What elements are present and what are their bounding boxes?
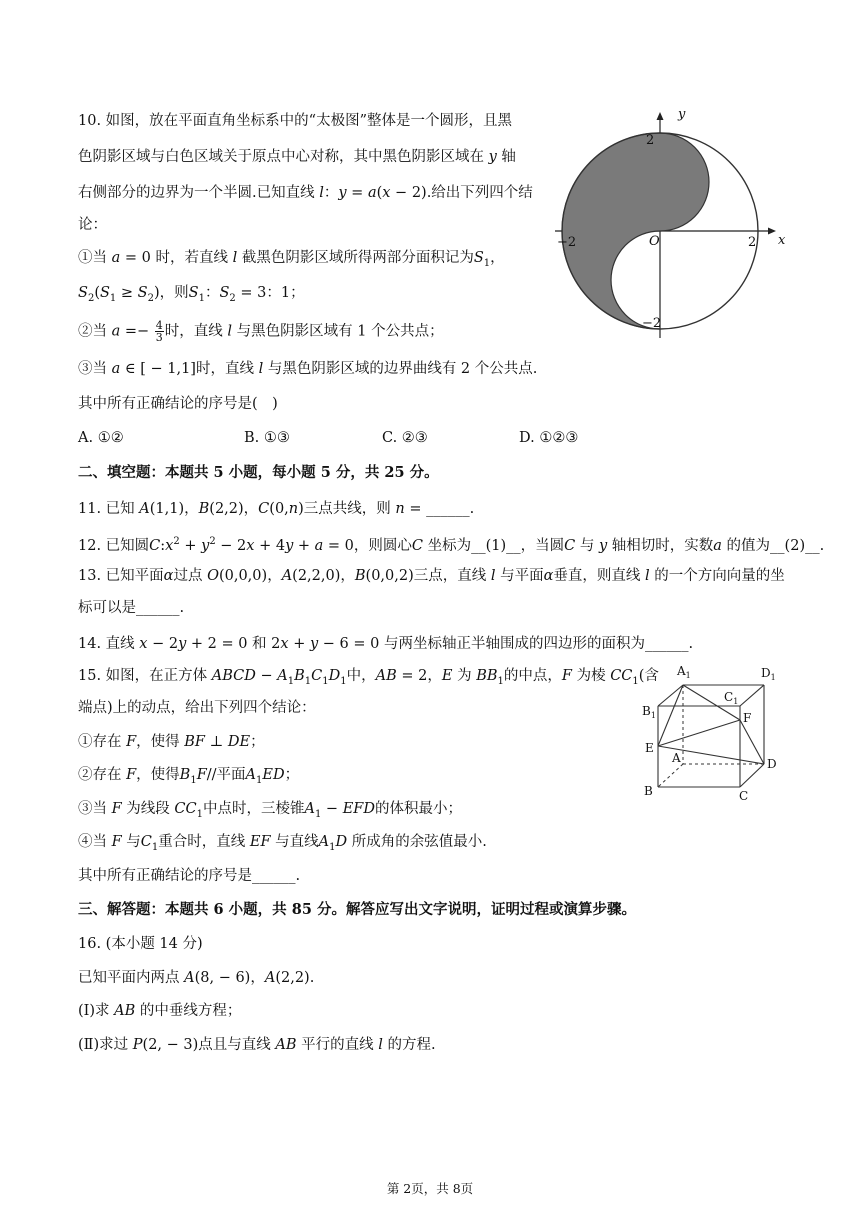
q10-option-d: D. ①②③ — [519, 430, 579, 446]
tick-neg2-y: −2 — [642, 316, 662, 331]
origin-label: O — [649, 234, 660, 249]
label-C: C — [739, 789, 749, 802]
q15-statement4: ④当 F 与$C_1$重合时，直线 EF 与直线$A_1D$ 所成角的余弦值最小. — [78, 834, 487, 853]
q10-option-b: B. ①③ — [244, 430, 290, 446]
svg-text:A1: $A_1$ — [677, 664, 691, 680]
q10-ask: 其中所有正确结论的序号是( ) — [78, 396, 278, 412]
tick-neg2-x: −2 — [557, 235, 577, 250]
x-axis-label: x — [778, 233, 786, 248]
q10-option-a: A. ①② — [78, 430, 124, 446]
q10-statement2: ②当 a =− $\frac{4}{3}$ 时，直线 l 与黑色阴影区域有 1 个公共点； — [78, 319, 444, 344]
q15-line1: 15. 如图，在正方体 ABCD − $A_1B_1C_1D_1$中，AB = 2，E 为 $BB_1$的中点，F 为棱 $CC_1$(含 — [78, 668, 659, 687]
q10-line1: 10. 如图，放在平面直角坐标系中的“太极图”整体是一个圆形，且黑 — [78, 113, 512, 129]
q10-option-c: C. ②③ — [382, 430, 428, 446]
q16-line1: 已知平面内两点 A(8, − 6)，A(2,2). — [78, 970, 315, 986]
q13-line1: 13. 已知平面α过点 O(0,0,0)，A(2,2,0)，B(0,0,2)三点，直线 l 与平面α垂直，则直线 l 的一个方向向量的坐 — [78, 568, 785, 584]
cube-figure — [636, 658, 786, 802]
y-axis-label: y — [678, 108, 686, 122]
q10-line2: 色阴影区域与白色区域关于原点中心对称，其中黑色阴影区域在 y 轴 — [78, 149, 516, 165]
q10-line4: 论： — [78, 217, 107, 233]
q11: 11. 已知 A(1,1)，B(2,2)，C(0,n)三点共线，则 n = ______. — [78, 501, 475, 517]
q10-statement3: ③当 a ∈ [ − 1,1]时，直线 l 与黑色阴影区域的边界曲线有 2 个公共点. — [78, 361, 538, 377]
svg-text:B1: $B_1$ — [642, 704, 656, 720]
q15-statement1: ①存在 F，使得 BF ⊥ DE； — [78, 734, 265, 750]
label-D: D — [767, 757, 777, 771]
section2-heading: 二、填空题：本题共 5 小题，每小题 5 分，共 25 分。 — [78, 464, 439, 481]
q10-statement1: ①当 a = 0 时，若直线 l 截黑色阴影区域所得两部分面积记为$S_1$， — [78, 250, 505, 269]
label-B: B — [644, 784, 653, 798]
svg-text:C1: $C_1$ — [724, 690, 739, 706]
tick-2-x: 2 — [748, 235, 757, 250]
q16-part1: (Ⅰ)求 AB 的中垂线方程； — [78, 1003, 242, 1019]
label-E: E — [645, 741, 654, 755]
q13-line2: 标可以是______. — [78, 600, 185, 616]
svg-text:D1: $D_1$ — [761, 666, 776, 682]
q16-part2: (Ⅱ)求过 P(2, − 3)点且与直线 AB 平行的直线 l 的方程. — [78, 1037, 436, 1053]
taiji-figure — [550, 108, 790, 340]
q10-statement1-cont: $S_2(S_1 \ge S_2)$，则$S_1$：$S_2 = 3$：1； — [78, 285, 305, 304]
q12: 12. 已知圆$C:x^2 + y^2 - 2x + 4y + a = 0$，则圆心C 坐标为__(1)__，当圆C 与 y 轴相切时，实数a 的值为__(2)__. — [78, 536, 825, 554]
page-number: 第 2页，共 8页 — [386, 1181, 474, 1196]
q15-statement2: ②存在 F，使得$B_1F//$平面$A_1ED$； — [78, 767, 300, 786]
label-A: A — [672, 751, 681, 765]
q15-ask: 其中所有正确结论的序号是______. — [78, 868, 301, 884]
q15-statement3: ③当 F 为线段 $CC_1$中点时，三棱锥$A_1$ − EFD的体积最小； — [78, 801, 462, 820]
tick-2-y: 2 — [646, 133, 655, 148]
q14: 14. 直线 x − 2y + 2 = 0 和 2x + y − 6 = 0 与两坐标轴正半轴围成的四边形的面积为______. — [78, 636, 694, 652]
section3-heading: 三、解答题：本题共 6 小题，共 85 分。解答应写出文字说明，证明过程或演算步骤。 — [78, 901, 636, 918]
q15-line2: 端点)上的动点，给出下列四个结论： — [78, 700, 316, 716]
q16-title: 16. (本小题 14 分) — [78, 936, 203, 952]
q10-line3: 右侧部分的边界为一个半圆.已知直线 l：y = a(x − 2).给出下列四个结 — [78, 185, 533, 201]
label-F: F — [743, 711, 752, 725]
